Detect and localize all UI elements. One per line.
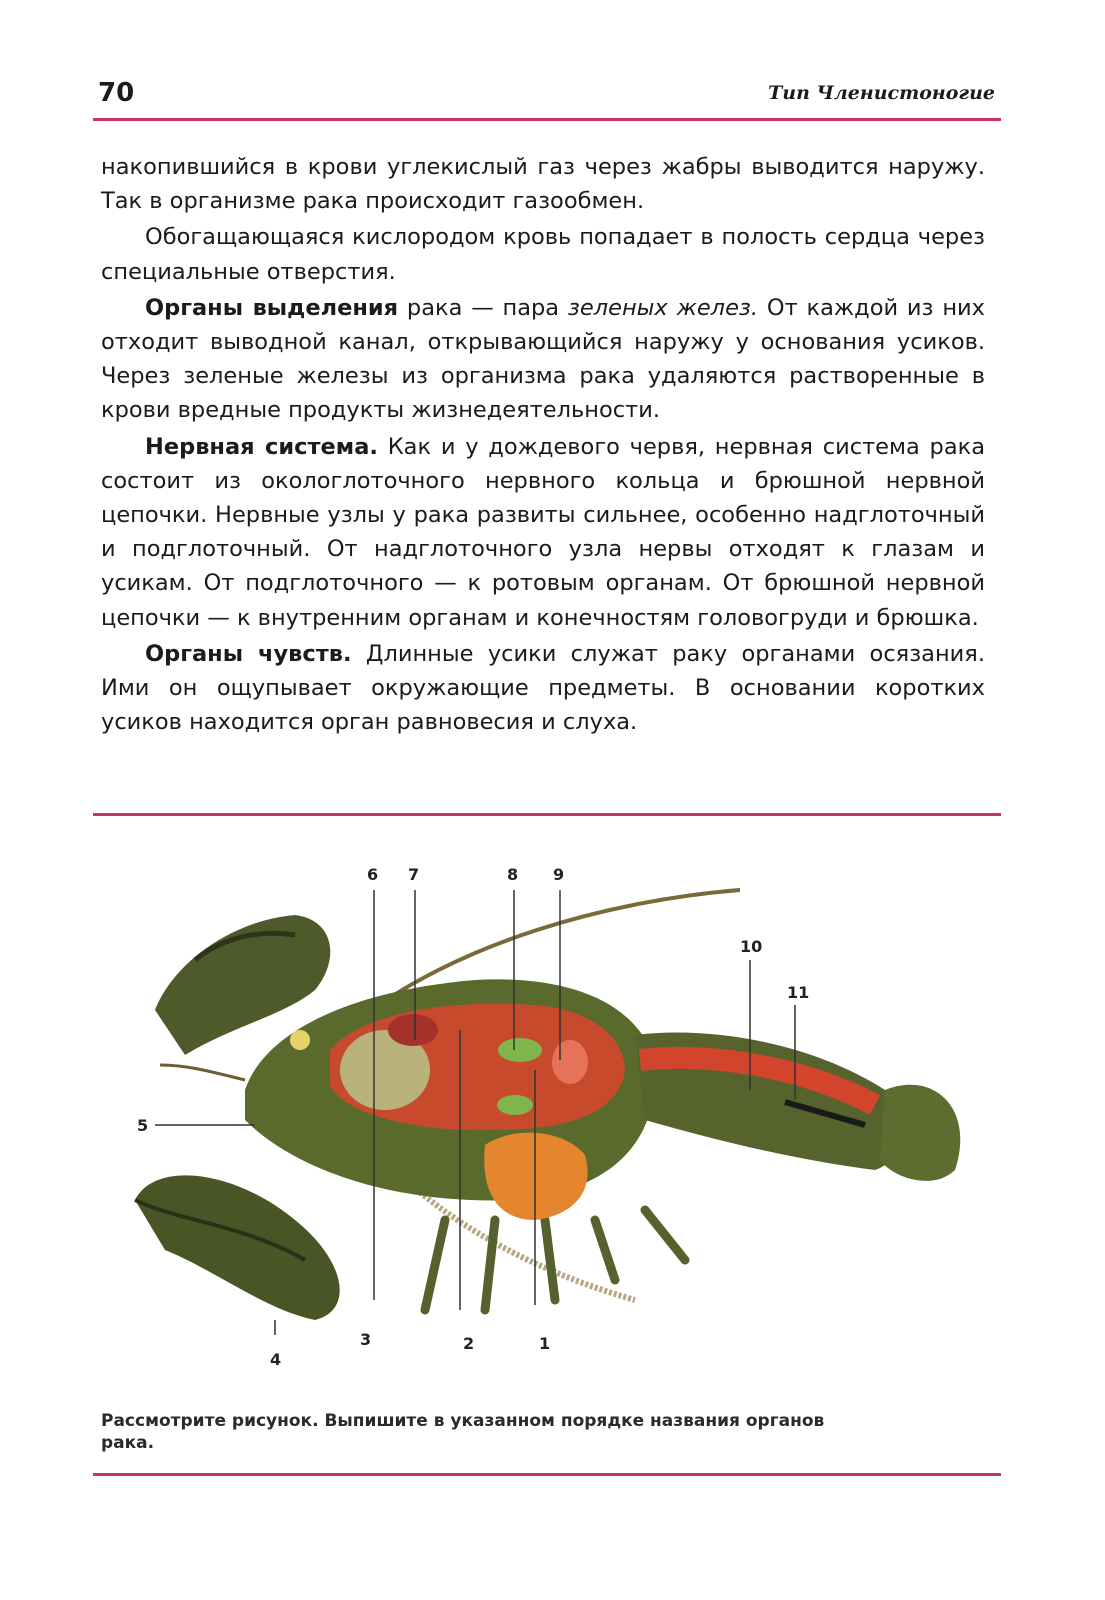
walking-legs bbox=[425, 1210, 685, 1310]
header-rule bbox=[93, 118, 1001, 121]
page-number: 70 bbox=[98, 78, 135, 108]
label-1: 1 bbox=[539, 1334, 551, 1353]
chapter-title: Тип Членистоногие bbox=[768, 82, 995, 104]
eye bbox=[290, 1030, 310, 1050]
tail-fan bbox=[880, 1085, 960, 1181]
paragraph-4-text: Как и у дождевого червя, нервная система рака состоит из окологлоточного нервного кольца и брюшной нервной цепочки. Нервные узлы у рака развиты сильнее, особенно надглоточный и подглоточный. От надглоточного узла нервы отходят к глазам и усикам. От подглоточного — к ротовым органам. От брюшной нервной цепочки — к внутренним органам и конечностям головогруди и брюшка. bbox=[101, 433, 985, 631]
body-text bbox=[101, 150, 985, 741]
label-4: 4 bbox=[270, 1350, 282, 1369]
term-nervous-system: Нервная система. bbox=[145, 433, 378, 460]
term-green-glands: зеленых желез. bbox=[567, 294, 759, 321]
paragraph-3-text-b: От каждой из них отходит выводной канал, открывающийся наружу у основания усиков. Через зеленые железы из организма рака удаляются растворенные в крови вредные продукты жизнедеятельности. bbox=[101, 294, 985, 424]
label-11: 11 bbox=[787, 983, 810, 1002]
short-antenna bbox=[160, 1065, 245, 1080]
label-5: 5 bbox=[137, 1116, 149, 1135]
gill-area bbox=[497, 1095, 533, 1115]
term-excretory-organs: Органы выделения bbox=[145, 294, 399, 321]
lower-claw bbox=[135, 1175, 340, 1320]
label-7: 7 bbox=[408, 865, 420, 884]
liver-region bbox=[484, 1133, 587, 1220]
heart-region bbox=[498, 1038, 542, 1062]
label-3: 3 bbox=[360, 1330, 372, 1349]
label-6: 6 bbox=[367, 865, 379, 884]
label-10: 10 bbox=[740, 937, 763, 956]
paragraph-2: Обогащающаяся кислородом кровь попадает в полость сердца через специальные отверстия. bbox=[101, 224, 985, 285]
figure-top-rule bbox=[93, 813, 1001, 816]
paragraph-1: накопившийся в крови углекислый газ через жабры выводится наружу. Так в организме рака происходит газообмен. bbox=[101, 154, 985, 215]
term-sense-organs: Органы чувств. bbox=[145, 640, 352, 667]
paragraph-5 bbox=[101, 637, 985, 740]
green-gland-region bbox=[388, 1014, 438, 1046]
label-2: 2 bbox=[463, 1334, 475, 1353]
paragraph-3-text-a: рака — пара bbox=[398, 294, 568, 321]
label-9: 9 bbox=[553, 865, 565, 884]
crayfish-anatomy-figure bbox=[95, 840, 1005, 1400]
paragraph-4 bbox=[101, 430, 985, 635]
heart-chamber bbox=[552, 1040, 588, 1084]
figure-caption: Рассмотрите рисунок. Выпишите в указанном порядке названия органов рака. bbox=[101, 1411, 825, 1453]
paragraph-3 bbox=[101, 291, 985, 428]
label-8: 8 bbox=[507, 865, 519, 884]
paragraph-5-text: Длинные усики служат раку органами осязания. Ими он ощупывает окружающие предметы. В основании коротких усиков находится орган равновесия и слуха. bbox=[101, 640, 985, 736]
footer-rule bbox=[93, 1473, 1001, 1476]
